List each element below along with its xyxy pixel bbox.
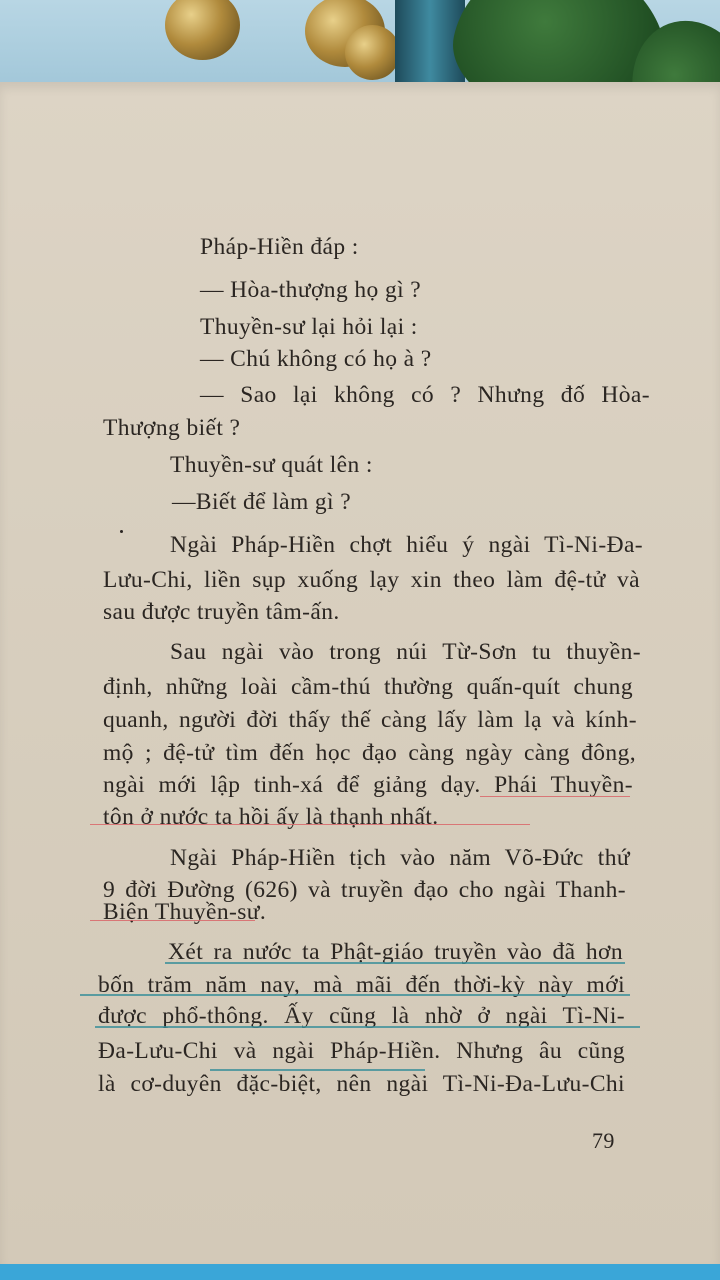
text-line: ngài mới lập tinh-xá để giảng dạy. Phái Thuyền- bbox=[103, 772, 633, 798]
gold-ornament-3 bbox=[345, 25, 400, 80]
blue-underline bbox=[210, 1069, 425, 1071]
text-line: quanh, người đời thấy thế càng lấy làm lạ và kính- bbox=[103, 707, 637, 733]
page-number: 79 bbox=[592, 1128, 615, 1153]
text-line: Lưu-Chi, liền sụp xuống lạy xin theo làm đệ-tử và bbox=[103, 567, 640, 593]
text-line: — Sao lại không có ? Nhưng đố Hòa- bbox=[200, 382, 650, 408]
blue-underline bbox=[95, 1026, 640, 1028]
text-line: — Chú không có họ à ? bbox=[200, 346, 432, 372]
text-line: Thuyền-sư lại hỏi lại : bbox=[200, 314, 418, 340]
page-text bbox=[0, 82, 720, 1264]
text-line: Pháp-Hiền đáp : bbox=[200, 234, 359, 260]
book-page bbox=[0, 82, 720, 1264]
text-line: — Hòa-thượng họ gì ? bbox=[200, 277, 422, 303]
blue-underline bbox=[165, 962, 625, 964]
red-underline bbox=[480, 796, 630, 797]
text-line: 9 đời Đường (626) và truyền đạo cho ngài Thanh- bbox=[103, 877, 626, 903]
text-line: Ngài Pháp-Hiền tịch vào năm Võ-Đức thứ bbox=[170, 845, 630, 871]
text-line: Thuyền-sư quát lên : bbox=[170, 452, 373, 478]
text-line: được phổ-thông. Ấy cũng là nhờ ở ngài Tì-Ni- bbox=[98, 1003, 625, 1029]
text-line: bốn trăm năm nay, mà mãi đến thời-kỳ này mới bbox=[98, 972, 625, 998]
text-line: —Biết để làm gì ? bbox=[172, 489, 352, 515]
text-line: định, những loài cầm-thú thường quấn-quít chung bbox=[103, 674, 633, 700]
margin-mark bbox=[120, 530, 123, 533]
text-line: sau được truyền tâm-ấn. bbox=[103, 599, 340, 625]
text-line: Ngài Pháp-Hiền chợt hiểu ý ngài Tì-Ni-Đa- bbox=[170, 532, 643, 558]
text-line: là cơ-duyên đặc-biệt, nên ngài Tì-Ni-Đa-Lưu-Chi bbox=[98, 1071, 625, 1097]
text-line: Thượng biết ? bbox=[103, 415, 241, 441]
red-underline bbox=[90, 824, 530, 825]
text-line: mộ ; đệ-tử tìm đến học đạo càng ngày càng đông, bbox=[103, 740, 636, 766]
text-line: Sau ngài vào trong núi Từ-Sơn tu thuyền- bbox=[170, 639, 641, 665]
text-line: Đa-Lưu-Chi và ngài Pháp-Hiền. Nhưng âu cũng bbox=[98, 1038, 625, 1064]
bottom-surface bbox=[0, 1262, 720, 1280]
text-line: Biện Thuyền-sư. bbox=[103, 899, 267, 925]
text-line: Xét ra nước ta Phật-giáo truyền vào đã hơn bbox=[168, 939, 623, 965]
red-underline bbox=[90, 920, 255, 921]
blue-underline bbox=[80, 994, 630, 996]
text-line: tôn ở nước ta hồi ấy là thạnh nhất. bbox=[103, 804, 439, 830]
